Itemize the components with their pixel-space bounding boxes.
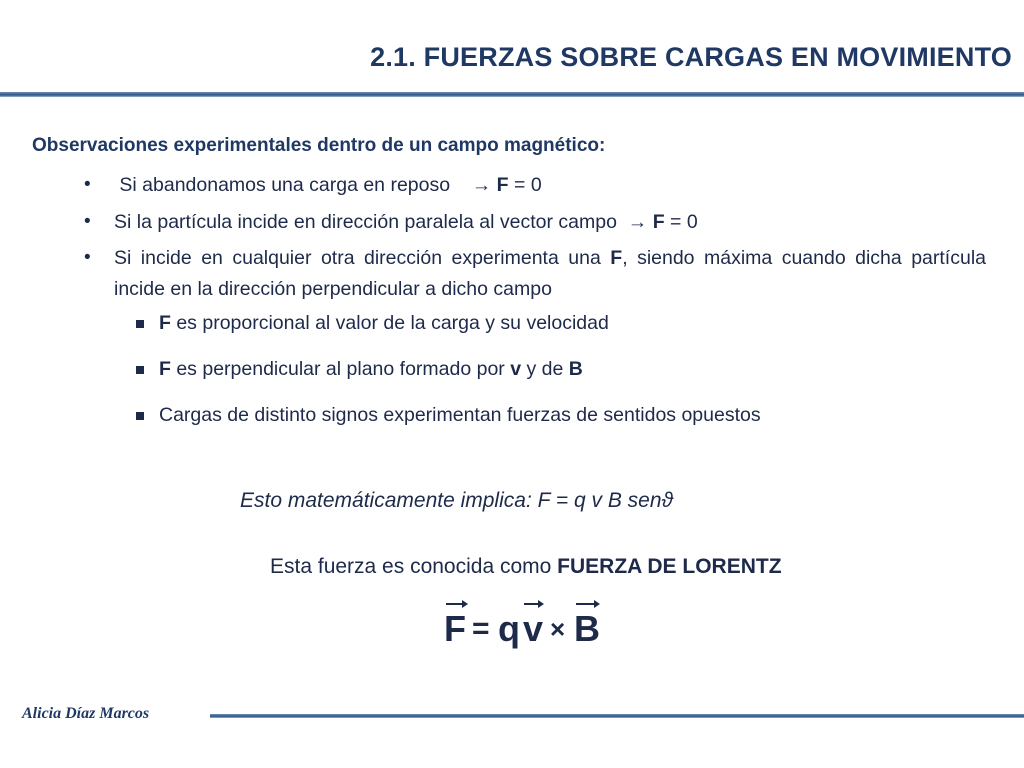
vector-arrow-icon (446, 603, 466, 605)
math-equation-line: Esto matemáticamente implica: F = q v B senϑ (240, 489, 674, 512)
force-symbol: F (496, 174, 509, 196)
slide-title: 2.1. FUERZAS SOBRE CARGAS EN MOVIMIENTO (370, 42, 1012, 72)
formula-b: B (574, 608, 600, 649)
bullet-3-text-b: , siendo máxima cuando dicha partícula incide en la dirección perpendicular a dicho campo (114, 247, 986, 300)
bullet-2 (114, 207, 698, 238)
square-bullet-icon (136, 320, 144, 328)
formula-v: v (523, 608, 544, 649)
formula-f: F (444, 608, 466, 649)
force-symbol: F (652, 211, 665, 233)
force-symbol: F (610, 247, 623, 269)
bullet-dot: • (84, 211, 91, 232)
arrow-icon: → (471, 174, 492, 196)
vector-arrow-icon (524, 603, 542, 605)
sub-bullet-2 (159, 358, 583, 381)
sub-bullet-2-text: es perpendicular al plano formado por (170, 358, 511, 380)
sub-bullet-2-mid: y de (521, 358, 569, 380)
bullet-1-text: Si abandonamos una carga en reposo (114, 174, 472, 196)
square-bullet-icon (136, 412, 144, 420)
sub-bullet-1-text: es proporcional al valor de la carga y su velocidad (170, 312, 609, 334)
lorentz-line (270, 555, 782, 579)
observations-heading: Observaciones experimentales dentro de un campo magnético: (32, 135, 606, 156)
bullet-2-result: = 0 (664, 211, 698, 233)
vector-arrow-icon (576, 603, 598, 605)
bullet-dot: • (84, 247, 91, 268)
bullet-3-text-a: Si incide en cualquier otra dirección experimenta una (114, 247, 611, 269)
formula-cross: × (550, 614, 566, 644)
square-bullet-icon (136, 366, 144, 374)
lorentz-formula (442, 598, 622, 658)
sub-bullet-3: Cargas de distinto signos experimentan fuerzas de sentidos opuestos (159, 404, 761, 426)
formula-q: q (498, 608, 520, 649)
force-symbol: F (159, 358, 171, 380)
bullet-2-text: Si la partícula incide en dirección paralela al vector campo (114, 211, 628, 233)
author-name: Alicia Díaz Marcos (22, 705, 150, 722)
bullet-1 (114, 170, 542, 201)
formula-equals: = (472, 612, 490, 645)
footer-divider (210, 714, 1024, 718)
bullet-dot: • (84, 174, 91, 195)
lorentz-name: FUERZA DE LORENTZ (557, 555, 782, 578)
velocity-symbol: v (510, 358, 522, 380)
bullet-3 (114, 243, 986, 305)
sub-bullet-1 (159, 312, 609, 335)
lorentz-prefix: Esta fuerza es conocida como (270, 555, 558, 578)
bullet-1-result: = 0 (508, 174, 542, 196)
field-symbol: B (568, 358, 583, 380)
force-symbol: F (159, 312, 171, 334)
arrow-icon: → (627, 211, 648, 233)
